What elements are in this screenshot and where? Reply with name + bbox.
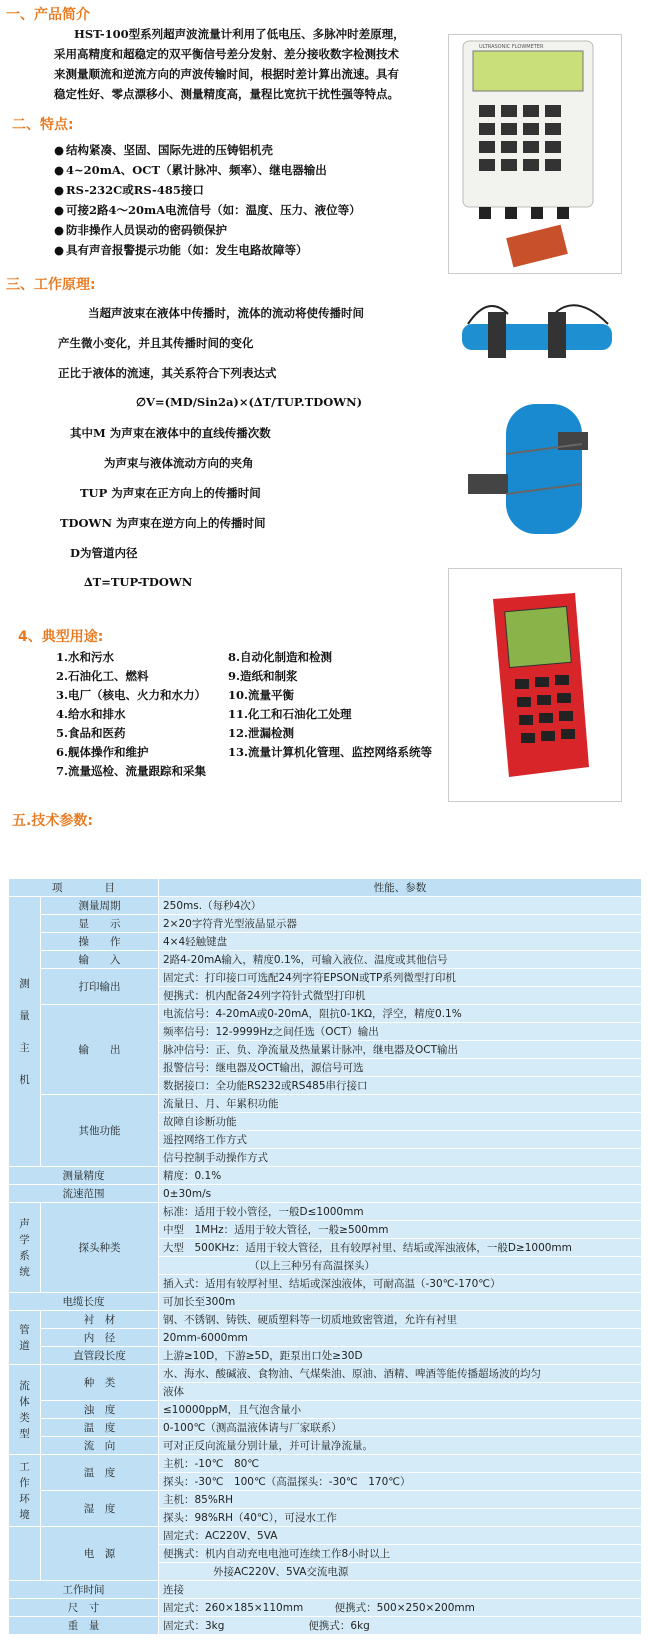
principle-line: 为声束与液体流动方向的夹角 [104,456,254,470]
param-value: 固定式：AC220V、5VA [159,1527,642,1545]
param-name: 工作时间 [9,1581,159,1599]
param-value: 钢、不锈钢、铸铁、硬质塑料等一切质地致密管道，允许有衬里 [159,1311,642,1329]
usage-item: 2.石油化工、燃料 [56,669,149,683]
usage-item: 5.食品和医药 [56,726,126,740]
param-value: 探头：98%RH（40℃），可浸水工作 [159,1509,642,1527]
principle-line: 产生微小变化，并且其传播时间的变化 [58,336,254,350]
usage-item: 13.流量计算机化管理、监控网络系统等 [228,745,433,759]
param-name: 浊 度 [41,1401,159,1419]
param-name: 其他功能 [41,1095,159,1167]
param-value: 故障自诊断功能 [159,1113,642,1131]
fixed-flowmeter-photo [448,34,622,274]
param-name: 流速范围 [9,1185,159,1203]
feature-item: ● RS-232C或RS-485接口 [54,182,204,198]
principle-line: 其中M 为声束在液体中的直线传播次数 [70,426,271,440]
section4-title: 4、典型用途: [18,629,104,645]
param-value: 2路4-20mA输入，精度0.1%，可输入液位、温度或其他信号 [159,951,642,969]
param-value: 上游≥10D，下游≥5D，距泵出口处≥30D [159,1347,642,1365]
param-value: 精度：0.1% [159,1167,642,1185]
param-name: 内 径 [41,1329,159,1347]
param-name: 显 示 [41,915,159,933]
intro-line: 采用高精度和超稳定的双平衡信号差分发射、差分接收数字检测技术 [54,47,399,61]
param-value: 液体 [159,1383,642,1401]
group-fluid: 流 体 类 型 [9,1365,41,1455]
principle-line: 正比于液体的流速，其关系符合下列表达式 [58,366,277,380]
param-name: 输 入 [41,951,159,969]
param-value: 2×20字符背光型液晶显示器 [159,915,642,933]
param-value: 标准：适用于较小管径，一般D≤1000mm [159,1203,642,1221]
param-name: 温 度 [41,1419,159,1437]
section1-title: 一、产品简介 [6,7,90,23]
param-value: 20mm-6000mm [159,1329,642,1347]
param-name: 种 类 [41,1365,159,1401]
principle-line: TDOWN 为声束在逆方向上的传播时间 [60,516,266,530]
param-value: 脉冲信号：正、负、净流量及热量累计脉冲，继电器及OCT输出 [159,1041,642,1059]
usage-item: 9.造纸和制浆 [228,669,298,683]
feature-item: ● 防非操作人员误动的密码锁保护 [54,222,227,238]
param-value: 0±30m/s [159,1185,642,1203]
param-value: 电流信号：4-20mA或0-20mA，阻抗0-1KΩ，浮空，精度0.1% [159,1005,642,1023]
param-name: 温 度 [41,1455,159,1491]
section2-title: 二、特点: [12,117,74,133]
section5-title: 五.技术参数: [12,813,93,829]
usage-item: 1.水和污水 [56,650,115,664]
principle-line: D为管道内径 [70,546,138,560]
principle-line: TUP 为声束在正方向上的传播时间 [80,486,261,500]
param-name: 测量周期 [41,897,159,915]
param-value: 主机：-10℃ 80℃ [159,1455,642,1473]
param-value: 可对正反向流量分别计量，并可计量净流量。 [159,1437,642,1455]
usage-item: 7.流量巡检、流量跟踪和采集 [56,764,207,778]
group-acoustic: 声 学 系 统 [9,1203,41,1293]
principle-line: 当超声波束在液体中传播时，流体的流动将使传播时间 [88,306,364,320]
usage-item: 10.流量平衡 [228,688,295,702]
param-value: 可加长至300m [159,1293,642,1311]
param-value: 插入式：适用有较厚衬里、结垢或深浊液体，可耐高温（-30℃-170℃） [159,1275,642,1293]
param-value: 固定式：260×185×110mm 便携式：500×250×200mm [159,1599,642,1617]
param-value: 连接 [159,1581,642,1599]
feature-item: ● 4~20mA、OCT（累计脉冲、频率）、继电器输出 [54,162,327,178]
intro-line: HST-100型系列超声波流量计利用了低电压、多脉冲时差原理， [74,27,405,41]
param-value: 便携式：机内自动充电电池可连续工作8小时以上 [159,1545,642,1563]
header-value: 性能、参数 [159,879,642,897]
feature-item: ● 可接2路4～20mA电流信号（如：温度、压力、液位等） [54,202,361,218]
param-value: 信号控制手动操作方式 [159,1149,642,1167]
formula: ∅V=(MD/Sin2a)×(∆T/TUP.TDOWN) [136,395,363,409]
param-value: 0-100℃（测高温液体请与厂家联系） [159,1419,642,1437]
transducer-photo [448,294,620,544]
param-value: 固定式：3kg 便携式：6kg [159,1617,642,1635]
usage-item: 3.电厂（核电、火力和水力） [56,688,207,702]
param-value: ≤10000ppM，且气泡含量小 [159,1401,642,1419]
param-value: 数据接口：全功能RS232或RS485串行接口 [159,1077,642,1095]
param-name: 衬 材 [41,1311,159,1329]
param-value: 固定式：打印接口可选配24列字符EPSON或TP系列微型打印机 [159,969,642,987]
param-name: 电 源 [41,1527,159,1581]
usage-item: 8.自动化制造和检测 [228,650,333,664]
device-brand: ULTRASONIC FLOWMETER [479,44,544,50]
param-value: 便携式：机内配备24列字符针式微型打印机 [159,987,642,1005]
feature-item: ● 结构紧凑、坚固、国际先进的压铸铝机壳 [54,142,273,158]
param-value: 报警信号：继电器及OCT输出，源信号可选 [159,1059,642,1077]
param-value: 流量日、月、年累积功能 [159,1095,642,1113]
header-item: 项 目 [9,879,159,897]
usage-item: 6.舰体操作和维护 [56,745,149,759]
param-name: 重 量 [9,1617,159,1635]
usage-item: 11.化工和石油化工处理 [228,707,352,721]
portable-flowmeter-photo [448,568,622,802]
param-name: 测量精度 [9,1167,159,1185]
section3-title: 三、工作原理: [6,277,96,293]
usage-item: 12.泄漏检测 [228,726,295,740]
formula: ∆T=TUP-TDOWN [84,575,193,589]
param-name: 流 向 [41,1437,159,1455]
param-name: 尺 寸 [9,1599,159,1617]
param-value: 4×4轻触键盘 [159,933,642,951]
param-name: 直管段长度 [41,1347,159,1365]
param-value: 外接AC220V、5VA交流电源 [159,1563,642,1581]
param-value: （以上三种另有高温探头） [159,1257,642,1275]
param-value: 250ms.（每秒4次） [159,897,642,915]
param-name: 湿 度 [41,1491,159,1527]
param-value: 水、海水、酸碱液、食物油、气煤柴油、原油、酒精、啤酒等能传播超场波的均匀 [159,1365,642,1383]
param-value: 主机：85%RH [159,1491,642,1509]
param-value: 遥控网络工作方式 [159,1131,642,1149]
spec-table [8,878,642,1635]
param-name: 操 作 [41,933,159,951]
param-name: 电缆长度 [9,1293,159,1311]
intro-line: 来测量顺流和逆流方向的声波传输时间，根据时差计算出流速。具有 [54,67,399,81]
group-pipe: 管 道 [9,1311,41,1365]
param-value: 频率信号：12-9999Hz之间任选（OCT）输出 [159,1023,642,1041]
feature-item: ● 具有声音报警提示功能（如：发生电路故障等） [54,242,308,258]
group-power [9,1527,41,1581]
param-name: 打印输出 [41,969,159,1005]
group-main-unit: 测 量 主 机 [9,897,41,1167]
param-name: 输 出 [41,1005,159,1095]
param-name: 探头种类 [41,1203,159,1293]
param-value: 大型 500KHz：适用于较大管径，且有较厚衬里、结垢或浑浊液体，一般D≥1000mm [159,1239,642,1257]
usage-item: 4.给水和排水 [56,707,126,721]
param-value: 中型 1MHz：适用于较大管径，一般≥500mm [159,1221,642,1239]
group-environment: 工 作 环 境 [9,1455,41,1527]
intro-line: 稳定性好、零点漂移小、测量精度高，量程比宽抗干扰性强等特点。 [54,87,399,101]
param-value: 探头：-30℃ 100℃（高温探头：-30℃ 170℃） [159,1473,642,1491]
